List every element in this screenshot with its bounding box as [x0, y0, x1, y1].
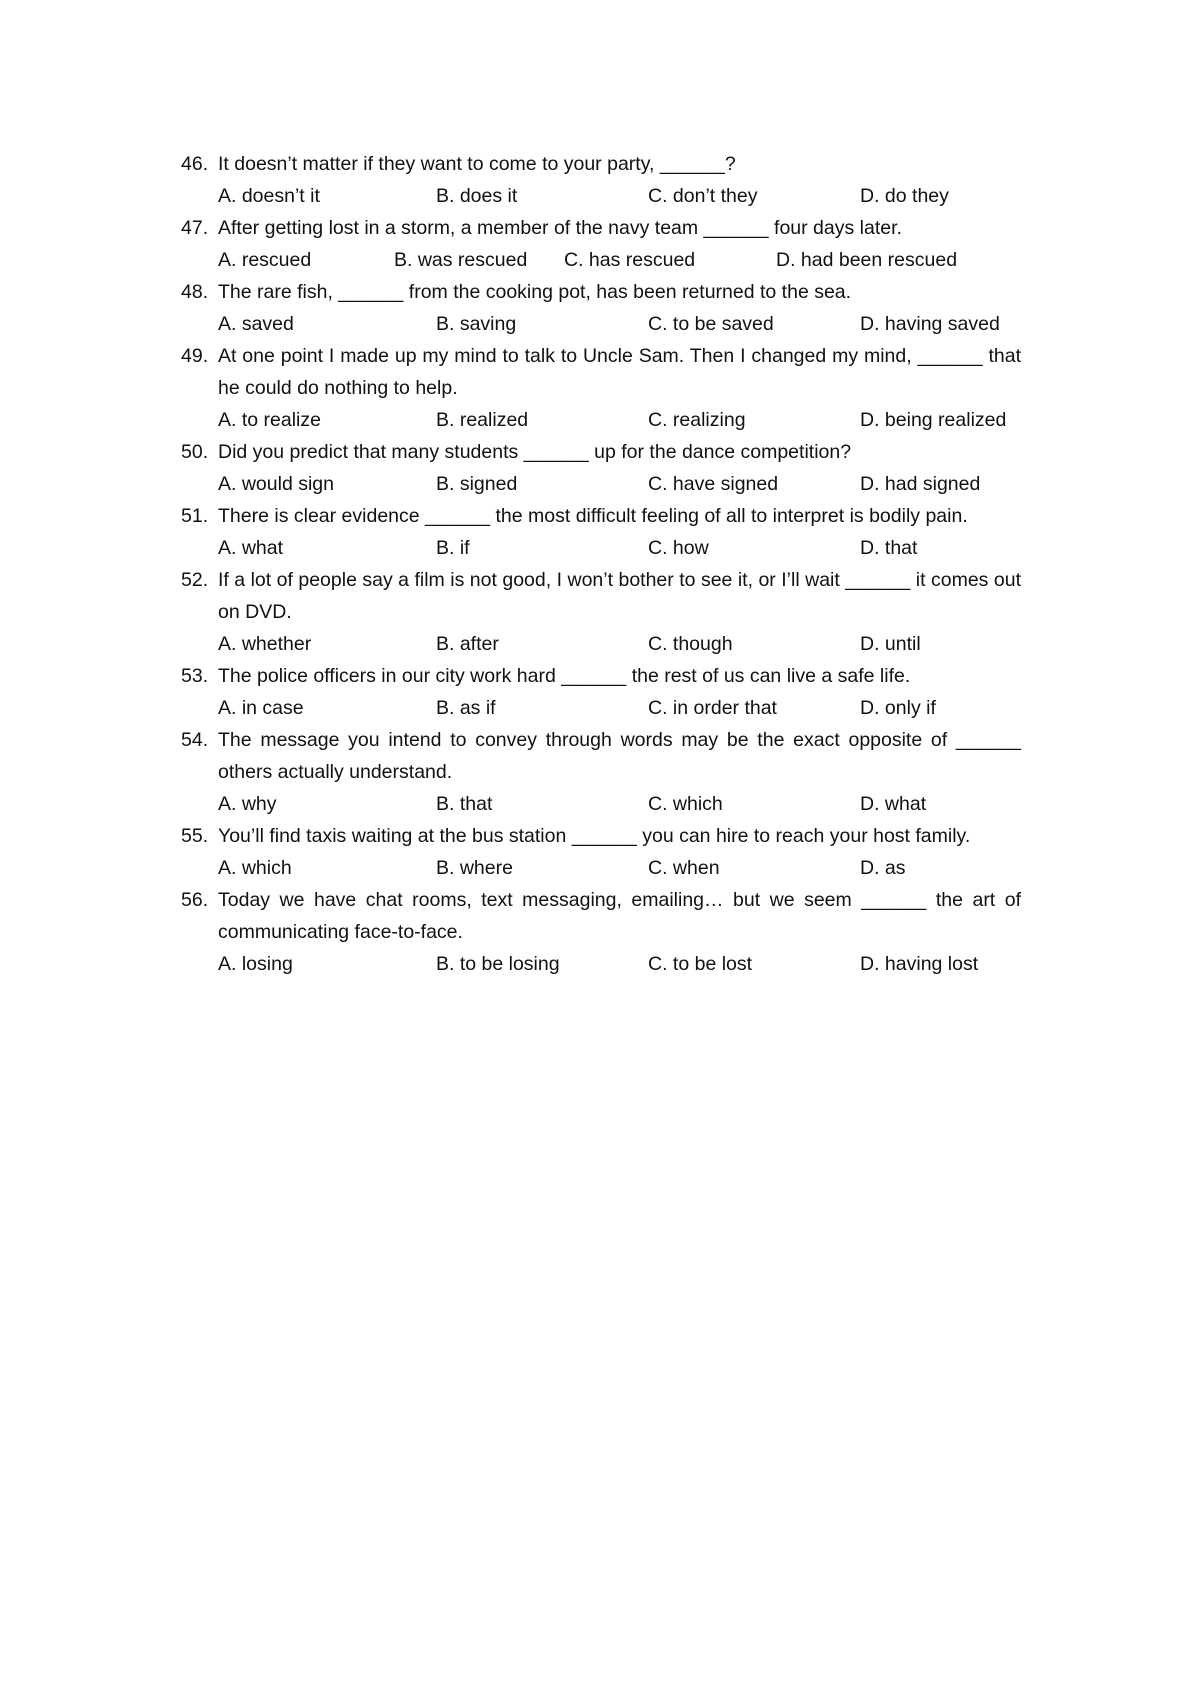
- question-list: [181, 148, 1021, 980]
- question-text: Did you predict that many students ______ up for the dance competition?: [218, 441, 852, 463]
- question-item: [181, 884, 1021, 980]
- question-text: It doesn’t matter if they want to come to your party, ______?: [218, 153, 736, 175]
- question-item: [181, 500, 1021, 564]
- option-c: C. to be lost: [648, 953, 753, 975]
- question-text: After getting lost in a storm, a member of the navy team ______ four days later.: [218, 217, 902, 239]
- answer-options: [218, 404, 1021, 436]
- option-c: C. in order that: [648, 697, 777, 719]
- question-number: 51.: [181, 505, 209, 527]
- question-stem: [181, 436, 1021, 468]
- question-number: 54.: [181, 729, 209, 751]
- question-item: [181, 340, 1021, 436]
- question-stem: [181, 660, 1021, 692]
- question-text: There is clear evidence ______ the most difficult feeling of all to interpret is bodily pain.: [218, 505, 968, 527]
- option-b: B. where: [436, 857, 513, 879]
- option-a: A. why: [218, 793, 277, 815]
- answer-options: [218, 468, 1021, 500]
- option-a: A. what: [218, 537, 284, 559]
- question-number: 50.: [181, 441, 209, 463]
- question-item: [181, 724, 1021, 820]
- question-text: The police officers in our city work hard ______ the rest of us can live a safe life.: [218, 665, 911, 687]
- question-stem: [181, 340, 1021, 404]
- option-c: C. how: [648, 537, 709, 559]
- question-number: 46.: [181, 153, 209, 175]
- question-item: [181, 276, 1021, 340]
- option-b: B. signed: [436, 473, 518, 495]
- option-b: B. realized: [436, 409, 529, 431]
- option-b: B. after: [436, 633, 499, 655]
- option-b: B. that: [436, 793, 493, 815]
- option-c: C. to be saved: [648, 313, 774, 335]
- question-text: If a lot of people say a film is not good, I won’t bother to see it, or I’ll wait ______ it comes out on DVD.: [218, 569, 1021, 623]
- question-text: The rare fish, ______ from the cooking pot, has been returned to the sea.: [218, 281, 852, 303]
- question-number: 49.: [181, 345, 209, 367]
- option-b: B. does it: [436, 185, 518, 207]
- option-d: D. do they: [860, 185, 949, 207]
- option-c: C. realizing: [648, 409, 746, 431]
- option-d: D. only if: [860, 697, 936, 719]
- question-item: [181, 148, 1021, 212]
- option-d: D. had been rescued: [776, 249, 958, 271]
- question-stem: [181, 724, 1021, 788]
- option-a: A. in case: [218, 697, 304, 719]
- question-stem: [181, 212, 1021, 244]
- question-stem: [181, 276, 1021, 308]
- option-c: C. has rescued: [564, 249, 696, 271]
- option-d: D. until: [860, 633, 921, 655]
- option-c: C. though: [648, 633, 733, 655]
- option-d: D. what: [860, 793, 927, 815]
- question-stem: [181, 564, 1021, 628]
- question-item: [181, 436, 1021, 500]
- option-d: D. having saved: [860, 313, 1000, 335]
- option-b: B. as if: [436, 697, 496, 719]
- question-number: 53.: [181, 665, 209, 687]
- option-d: D. being realized: [860, 409, 1007, 431]
- option-a: A. which: [218, 857, 292, 879]
- option-b: B. was rescued: [394, 249, 528, 271]
- question-stem: [181, 500, 1021, 532]
- question-number: 56.: [181, 889, 209, 911]
- question-item: [181, 564, 1021, 660]
- option-d: D. that: [860, 537, 918, 559]
- option-a: A. would sign: [218, 473, 334, 495]
- option-b: B. saving: [436, 313, 517, 335]
- option-d: D. had signed: [860, 473, 981, 495]
- question-text: You’ll find taxis waiting at the bus station ______ you can hire to reach your host family.: [218, 825, 971, 847]
- option-d: D. as: [860, 857, 906, 879]
- option-d: D. having lost: [860, 953, 979, 975]
- question-number: 52.: [181, 569, 209, 591]
- question-text: Today we have chat rooms, text messaging, emailing… but we seem ______ the art of communicating face-to-face.: [218, 889, 1021, 943]
- answer-options: [218, 628, 1021, 660]
- answer-options: [218, 180, 1021, 212]
- answer-options: [218, 948, 1021, 980]
- option-b: B. if: [436, 537, 470, 559]
- answer-options: [218, 244, 1021, 276]
- option-a: A. losing: [218, 953, 293, 975]
- option-c: C. which: [648, 793, 723, 815]
- question-item: [181, 820, 1021, 884]
- question-text: At one point I made up my mind to talk to Uncle Sam. Then I changed my mind, ______ that he could do nothing to help.: [218, 345, 1021, 399]
- option-a: A. saved: [218, 313, 294, 335]
- question-number: 55.: [181, 825, 209, 847]
- answer-options: [218, 788, 1021, 820]
- question-stem: [181, 148, 1021, 180]
- question-item: [181, 212, 1021, 276]
- answer-options: [218, 692, 1021, 724]
- answer-options: [218, 308, 1021, 340]
- answer-options: [218, 852, 1021, 884]
- question-stem: [181, 884, 1021, 948]
- option-b: B. to be losing: [436, 953, 560, 975]
- option-a: A. rescued: [218, 249, 312, 271]
- question-text: The message you intend to convey through words may be the exact opposite of ______ others actually understand.: [218, 729, 1021, 783]
- option-c: C. have signed: [648, 473, 779, 495]
- option-c: C. when: [648, 857, 720, 879]
- option-a: A. to realize: [218, 409, 321, 431]
- question-item: [181, 660, 1021, 724]
- answer-options: [218, 532, 1021, 564]
- option-c: C. don’t they: [648, 185, 758, 207]
- question-number: 48.: [181, 281, 209, 303]
- question-number: 47.: [181, 217, 209, 239]
- option-a: A. whether: [218, 633, 312, 655]
- option-a: A. doesn’t it: [218, 185, 320, 207]
- question-stem: [181, 820, 1021, 852]
